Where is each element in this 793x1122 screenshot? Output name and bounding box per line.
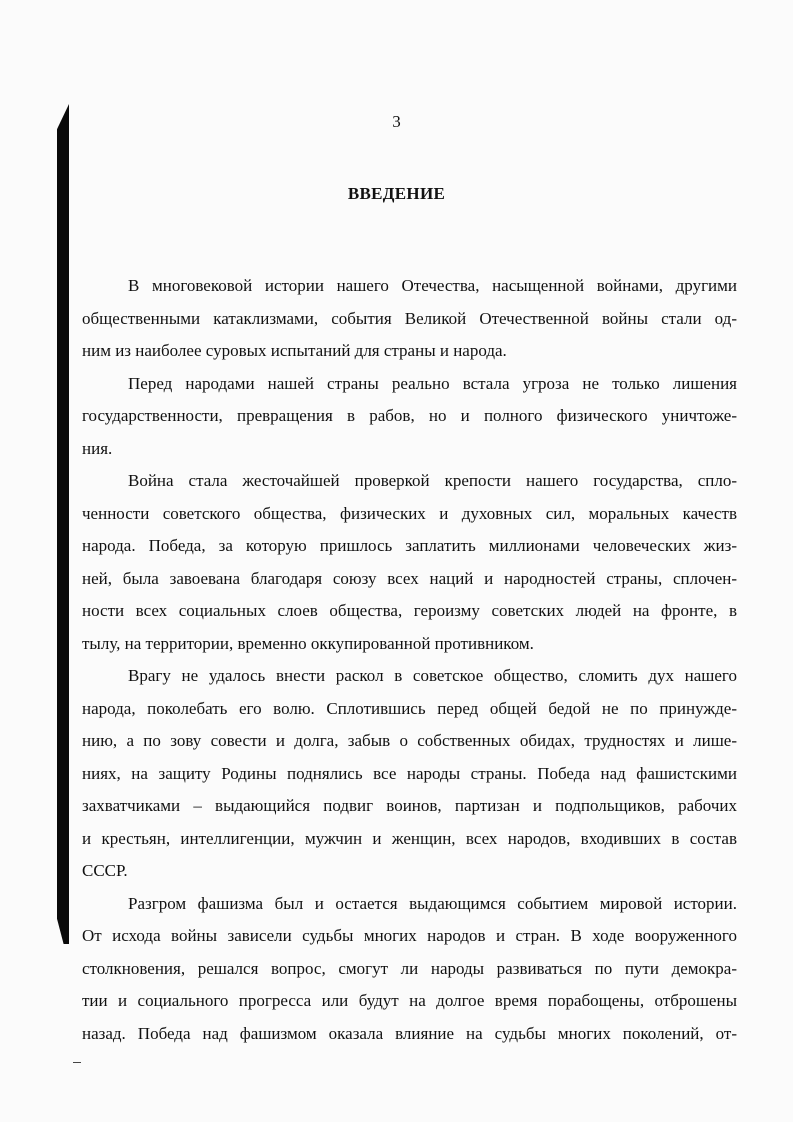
text-line: ней, была завоевана благодаря союзу всех наций и народностей страны, сплочен- bbox=[82, 568, 737, 588]
scan-mark bbox=[73, 1062, 81, 1063]
text-line: столкновения, решался вопрос, смогут ли народы развиваться по пути демокра- bbox=[82, 958, 737, 978]
section-heading: ВВЕДЕНИЕ bbox=[347, 184, 446, 203]
text-line: От исхода войны зависели судьбы многих народов и стран. В ходе вооруженного bbox=[82, 926, 737, 945]
text-line: Врагу не удалось внести раскол в советское общество, сломить дух нашего bbox=[128, 666, 737, 685]
text-line: ния. bbox=[82, 438, 113, 458]
text-line: назад. Победа над фашизмом оказала влияние на судьбы многих поколений, от- bbox=[82, 1023, 737, 1043]
text-line: народа. Победа, за которую пришлось заплатить миллионами человеческих жиз- bbox=[82, 536, 737, 555]
text-line: тылу, на территории, временно оккупированной противником. bbox=[82, 633, 534, 653]
text-line: народа, поколебать его волю. Сплотившись перед общей бедой не по принужде- bbox=[82, 698, 737, 718]
text-line: Перед народами нашей страны реально встала угроза не только лишения bbox=[128, 373, 737, 393]
text-line: и крестьян, интеллигенции, мужчин и женщин, всех народов, входивших в состав bbox=[82, 828, 737, 848]
text-line: Война стала жесточайшей проверкой крепости нашего государства, спло- bbox=[128, 471, 737, 490]
body-text bbox=[82, 270, 737, 1050]
text-line: ниях, на защиту Родины поднялись все народы страны. Победа над фашистскими bbox=[82, 763, 737, 783]
scan-binding-edge bbox=[57, 104, 69, 944]
text-line: ним из наиболее суровых испытаний для страны и народа. bbox=[82, 341, 507, 360]
text-line: ченности советского общества, физических и духовных сил, моральных качеств bbox=[82, 503, 737, 523]
text-line: ности всех социальных слоев общества, героизму советских людей на фронте, в bbox=[82, 601, 737, 620]
page-number: 3 bbox=[392, 112, 401, 131]
text-line: СССР. bbox=[82, 861, 128, 880]
text-line: государственности, превращения в рабов, но и полного физического уничтоже- bbox=[82, 406, 737, 425]
text-line: тии и социального прогресса или будут на долгое время порабощены, отброшены bbox=[82, 991, 737, 1010]
text-line: общественными катаклизмами, события Великой Отечественной войны стали од- bbox=[82, 308, 737, 328]
text-line: захватчиками – выдающийся подвиг воинов, партизан и подпольщиков, рабочих bbox=[82, 796, 737, 815]
text-line: нию, а по зову совести и долга, забыв о собственных обидах, трудностях и лише- bbox=[82, 731, 737, 750]
text-line: Разгром фашизма был и остается выдающимся событием мировой истории. bbox=[128, 893, 737, 913]
text-line: В многовековой истории нашего Отечества, насыщенной войнами, другими bbox=[128, 276, 737, 295]
